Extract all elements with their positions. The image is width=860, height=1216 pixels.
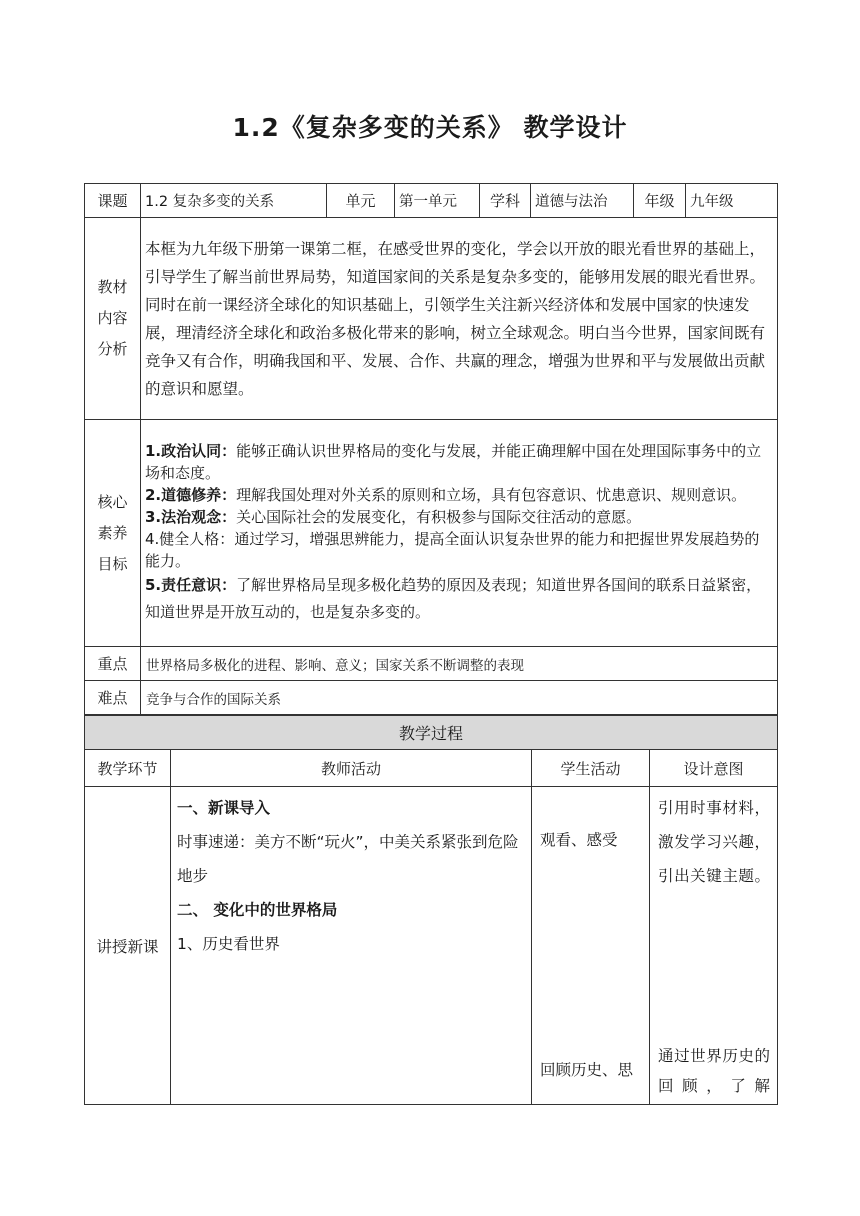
lesson-info-table <box>84 183 778 715</box>
teacher-activity <box>171 787 532 1105</box>
analysis-text: 本框为九年级下册第一课第二框，在感受世界的变化，学会以开放的眼光看世界的基础上，引导学生了解当前世界局势，知道国家间的关系是复杂多变的，能够用发展的眼光看世界。同时在前一课经济全球化的知识基础上，引领学生关注新兴经济体和发展中国家的快速发展，理清经济全球化和政治多极化带来的影响，树立全球观念。明白当今世界，国家间既有竞争又有合作，明确我国和平、发展、合作、共赢的理念，增强为世界和平与发展做出贡献的意识和愿望。 <box>141 218 778 420</box>
document-title: 1.2《复杂多变的关系》 教学设计 <box>232 113 628 142</box>
subject-label: 学科 <box>480 184 531 218</box>
key-point-text: 世界格局多极化的进程、影响、意义；国家关系不断调整的表现 <box>141 647 778 681</box>
design-intent <box>650 787 778 1105</box>
goal-item: 4.健全人格：通过学习，增强思辨能力，提高全面认识复杂世界的能力和把握世界发展趋势的能力。 <box>145 530 760 570</box>
goal-item: 2.道德修养：理解我国处理对外关系的原则和立场，具有包容意识、忧患意识、规则意识。 <box>145 486 747 504</box>
key-point-row <box>85 647 778 681</box>
goal-item: 1.政治认同：能够正确认识世界格局的变化与发展，并能正确理解中国在处理国际事务中的立场和态度。 <box>145 442 762 482</box>
goals-list <box>141 420 778 647</box>
student-item: 观看、感受 <box>540 831 618 849</box>
header-intent: 设计意图 <box>650 750 778 787</box>
key-point-label: 重点 <box>85 647 141 681</box>
difficulty-text: 竞争与合作的国际关系 <box>141 681 778 715</box>
stage-label: 讲授新课 <box>85 787 171 1105</box>
process-header-row <box>85 750 778 787</box>
intent-item: 引用时事材料，激发学习兴趣，引出关键主题。 <box>658 799 770 885</box>
section-heading: 一、新课导入 <box>177 799 271 817</box>
goals-row <box>85 420 778 647</box>
topic-label: 课题 <box>85 184 141 218</box>
goal-item: 5.责任意识：了解世界格局呈现多极化趋势的原因及表现；知道世界各国间的联系日益紧密，知道世界是开放互动的，也是复杂多变的。 <box>145 576 762 621</box>
analysis-label: 教材 内容 分析 <box>85 218 141 420</box>
header-teacher: 教师活动 <box>171 750 532 787</box>
student-item: 回顾历史、思 <box>540 1061 634 1079</box>
student-activity <box>532 787 650 1105</box>
goal-item: 3.法治观念：关心国际社会的发展变化，有积极参与国际交往活动的意愿。 <box>145 508 642 526</box>
subject-value: 道德与法治 <box>531 184 634 218</box>
intent-item: 通过世界历史的回顾，了解 <box>658 1047 770 1095</box>
section-heading: 二、 变化中的世界格局 <box>177 901 338 919</box>
teacher-paragraph: 1、历史看世界 <box>177 935 280 953</box>
topic-value: 1.2 复杂多变的关系 <box>141 184 327 218</box>
unit-label: 单元 <box>327 184 395 218</box>
goals-label: 核心 素养 目标 <box>85 420 141 647</box>
info-row <box>85 184 778 218</box>
difficulty-row <box>85 681 778 715</box>
grade-value: 九年级 <box>686 184 778 218</box>
grade-label: 年级 <box>634 184 686 218</box>
process-table <box>84 715 778 1105</box>
unit-value: 第一单元 <box>395 184 480 218</box>
process-title: 教学过程 <box>85 716 778 750</box>
header-stage: 教学环节 <box>85 750 171 787</box>
process-row <box>85 787 778 1105</box>
teacher-paragraph: 时事速递：美方不断“玩火”，中美关系紧张到危险地步 <box>177 833 519 885</box>
header-student: 学生活动 <box>532 750 650 787</box>
difficulty-label: 难点 <box>85 681 141 715</box>
analysis-row <box>85 218 778 420</box>
